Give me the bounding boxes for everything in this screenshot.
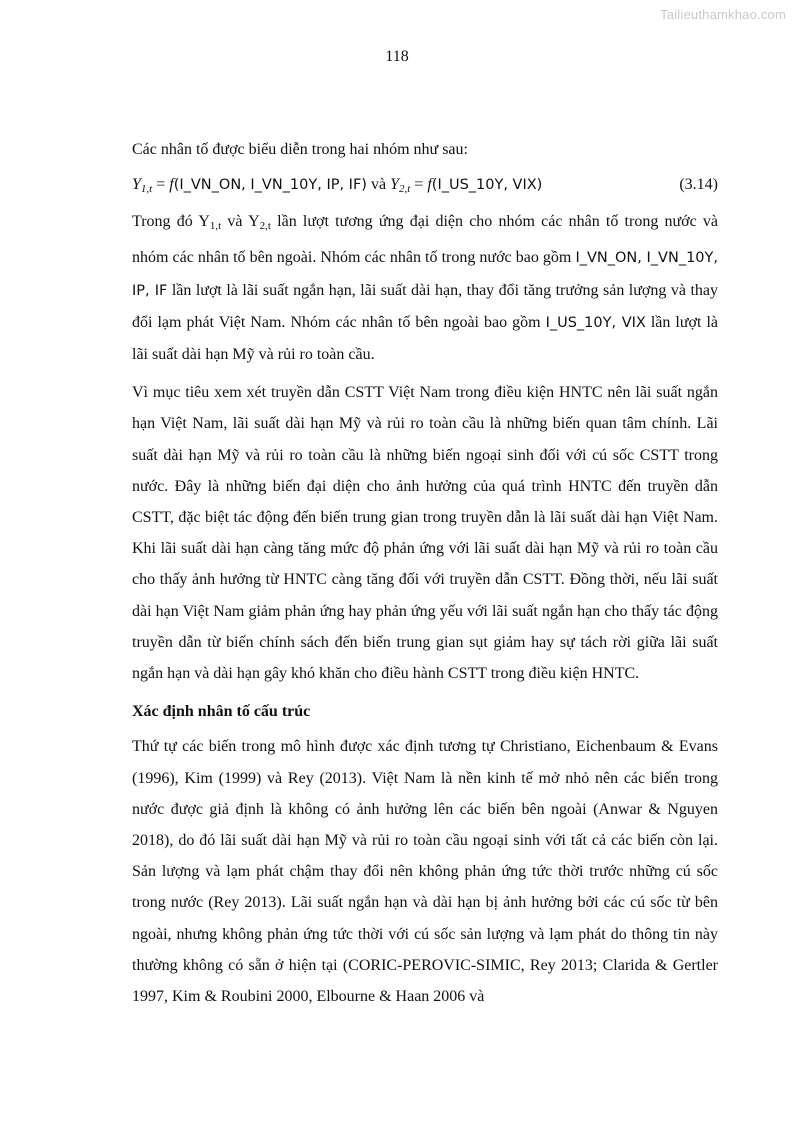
para1-text-2: và Y xyxy=(221,213,260,231)
domestic-variables: I_VN_ON, I_VN_10Y, IP, IF xyxy=(132,250,718,299)
para1-text-1: Trong đó Y xyxy=(132,213,210,231)
para1-sub-1: 1,t xyxy=(209,220,222,233)
document-body xyxy=(132,134,718,1019)
math-y1-subscript: 1,t xyxy=(140,183,153,196)
paragraph-variable-ordering: Thứ tự các biến trong mô hình được xác định tương tự Christiano, Eichenbaum & Evans (1996), Kim (1999) và Rey (2013). Việt Nam là nền kinh tế mở nhỏ nên các biến trong nước được giả định là không có ảnh hưởng lên các biến bên ngoài (Anwar & Nguyen 2018), do đó lãi suất dài hạn Mỹ và rủi ro toàn cầu ngoại sinh với tất cả các biến còn lại. Sản lượng và lạm phát chậm thay đổi nên không phản ứng tức thời trước những cú sốc trong nước (Rey 2013). Lãi suất ngắn hạn và dài hạn bị ảnh hưởng bởi các cú sốc từ bên ngoài, nhưng không phản ứng tức thời với cú sốc sản lượng và lạm phát do thông tin này thường không có sẵn ở hiện tại (CORIC-PEROVIC-SIMIC, Rey 2013; Clarida & Gertler 1997, Kim & Roubini 2000, Elbourne & Haan 2006 và xyxy=(132,738,718,1006)
equals-sign-2: = xyxy=(410,176,428,194)
page-number: 118 xyxy=(385,48,409,65)
para1-sub-2: 2,t xyxy=(259,220,271,233)
paragraph-monetary-transmission: Vì mục tiêu xem xét truyền dẫn CSTT Việt Nam trong điều kiện HNTC nên lãi suất ngắn hạn Việt Nam, lãi suất dài hạn Mỹ và rủi ro toàn cầu là những biến quan tâm chính. Lãi suất dài hạn Mỹ và rủi ro toàn cầu là những biến ngoại sinh đối với cú sốc CSTT trong nước. Đây là những biến đại diện cho ảnh hưởng của quá trình HNTC đến truyền dẫn CSTT, đặc biệt tác động đến biến trung gian trong truyền dẫn là lãi suất dài hạn Việt Nam. Khi lãi suất dài hạn càng tăng mức độ phản ứng với lãi suất dài hạn Mỹ và rủi ro toàn cầu cho thấy ảnh hưởng từ HNTC càng tăng đối với truyền dẫn CSTT. Đồng thời, nếu lãi suất dài hạn Việt Nam giảm phản ứng hay phản ứng yếu với lãi suất ngắn hạn cho thấy tác động truyền dẫn từ biến chính sách đến biến trung gian sụt giảm hay sự tách rời giữa lãi suất ngắn hạn và dài hạn gây khó khăn cho điều hành CSTT trong điều kiện HNTC. xyxy=(132,384,718,683)
function-f-2: f xyxy=(427,176,432,194)
intro-paragraph: Các nhân tố được biểu diễn trong hai nhóm như sau: xyxy=(132,141,468,158)
math-y2: Y xyxy=(390,176,399,194)
watermark: Tailieuthamkhao.com xyxy=(660,7,786,22)
equation-conjunction: và xyxy=(366,176,391,194)
section-heading: Xác định nhân tố cấu trúc xyxy=(132,703,311,721)
equation-args-2: (I_US_10Y, VIX) xyxy=(431,177,543,194)
function-f-1: f xyxy=(169,176,174,194)
math-y2-subscript: 2,t xyxy=(398,183,411,196)
math-y1: Y xyxy=(132,176,141,194)
paragraph-variables xyxy=(132,206,718,370)
equation-body xyxy=(132,169,542,205)
equation-args-1: (I_VN_ON, I_VN_10Y, IP, IF) xyxy=(173,177,367,194)
para1-text-4: lần lượt là lãi suất ngắn hạn, lãi suất dài hạn, thay đổi tăng trưởng sản lượng và thay đổi lạm phát Việt Nam. Nhóm các nhân tố bên ngoài bao gồm xyxy=(132,281,719,331)
para1-text-3: lần lượt tương ứng đại diện cho nhóm các nhân tố trong nước và nhóm các nhân tố bên ngoài. Nhóm các nhân tố trong nước bao gồm xyxy=(132,213,719,267)
equation-3-14 xyxy=(132,169,718,200)
para1-text-5: lần lượt là lãi suất dài hạn Mỹ và rủi ro toàn cầu. xyxy=(132,313,718,364)
external-variables: I_US_10Y, VIX xyxy=(545,314,646,331)
equals-sign-1: = xyxy=(152,176,170,194)
equation-number: (3.14) xyxy=(679,176,718,194)
